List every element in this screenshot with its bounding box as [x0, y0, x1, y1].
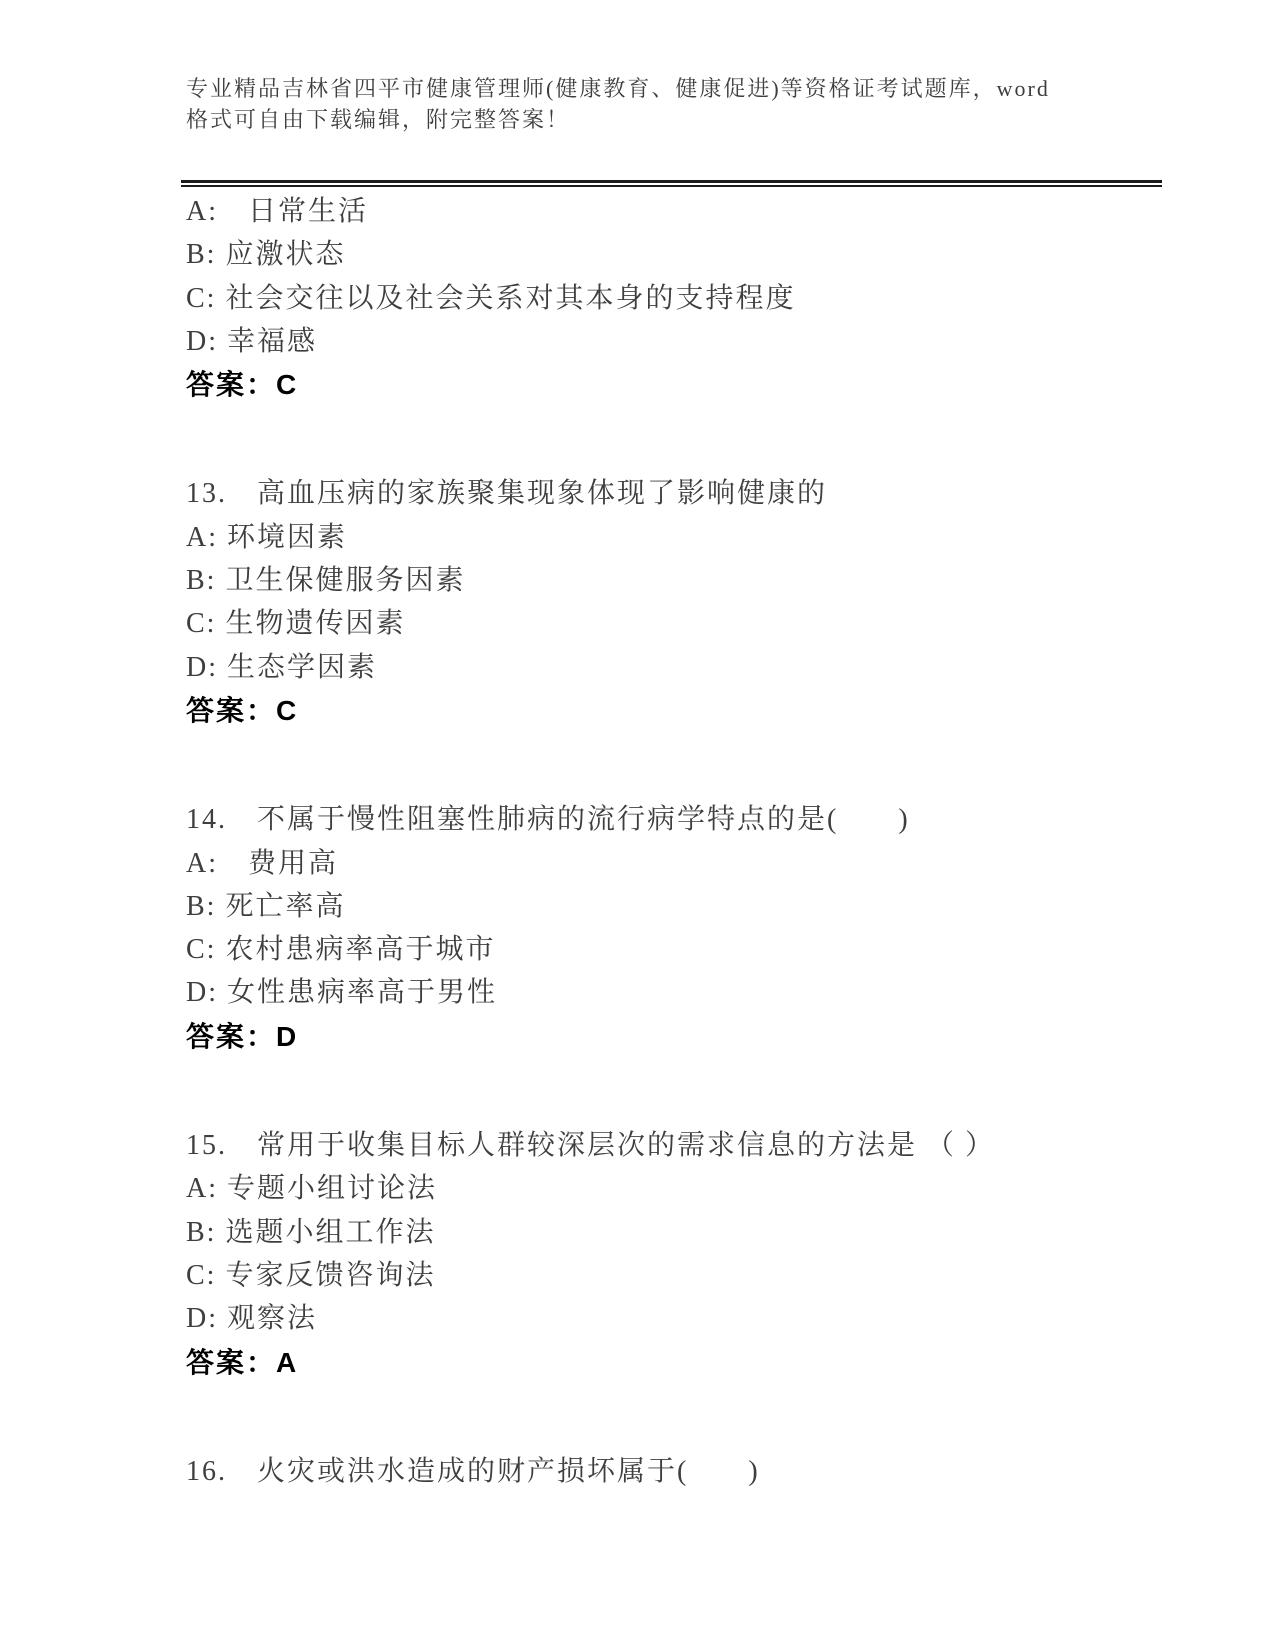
option-line: C: 农村患病率高于城市 — [186, 934, 496, 966]
option-list — [186, 842, 1171, 1015]
option-line: C: 生物遗传因素 — [186, 608, 406, 640]
option-line: A: 费用高 — [186, 847, 339, 879]
question-block — [186, 190, 1171, 406]
option-line: D: 幸福感 — [186, 325, 318, 357]
answer-line: 答案：A — [186, 1346, 299, 1378]
header-divider — [181, 180, 1162, 187]
answer-line: 答案：C — [186, 369, 299, 401]
answer-line: 答案：D — [186, 1020, 299, 1052]
question-text: 15. 常用于收集目标人群较深层次的需求信息的方法是 （ ） — [186, 1130, 996, 1162]
page-header — [186, 73, 1171, 135]
question-text: 14. 不属于慢性阻塞性肺病的流行病学特点的是( ) — [186, 804, 910, 836]
header-text-line1: 专业精品吉林省四平市健康管理师(健康教育、健康促进)等资格证考试题库，word — [186, 76, 1050, 101]
option-list — [186, 190, 1171, 363]
option-line: A: 日常生活 — [186, 196, 369, 227]
question-text: 16. 火灾或洪水造成的财产损坏属于( ) — [186, 1455, 760, 1487]
option-line: D: 生态学因素 — [186, 651, 378, 683]
option-line: C: 社会交往以及社会关系对其本身的支持程度 — [186, 282, 796, 314]
question-text: 13. 高血压病的家族聚集现象体现了影响健康的 — [186, 478, 828, 510]
option-line: B: 选题小组工作法 — [186, 1216, 436, 1248]
option-line: B: 死亡率高 — [186, 890, 346, 922]
option-line: B: 卫生保健服务因素 — [186, 565, 466, 597]
option-list — [186, 516, 1171, 689]
option-line: B: 应激状态 — [186, 239, 346, 271]
question-block — [186, 1450, 1171, 1493]
option-line: D: 女性患病率高于男性 — [186, 977, 498, 1009]
answer-line: 答案：C — [186, 694, 299, 726]
option-list — [186, 1167, 1171, 1340]
option-line: C: 专家反馈咨询法 — [186, 1259, 436, 1291]
option-line: D: 观察法 — [186, 1303, 318, 1335]
header-text-line2: 格式可自由下载编辑，附完整答案！ — [186, 107, 571, 132]
question-block — [186, 472, 1171, 732]
question-block — [186, 1124, 1171, 1384]
option-line: A: 环境因素 — [186, 521, 348, 553]
question-block — [186, 798, 1171, 1058]
question-list — [186, 190, 1171, 1493]
option-line: A: 专题小组讨论法 — [186, 1173, 438, 1205]
